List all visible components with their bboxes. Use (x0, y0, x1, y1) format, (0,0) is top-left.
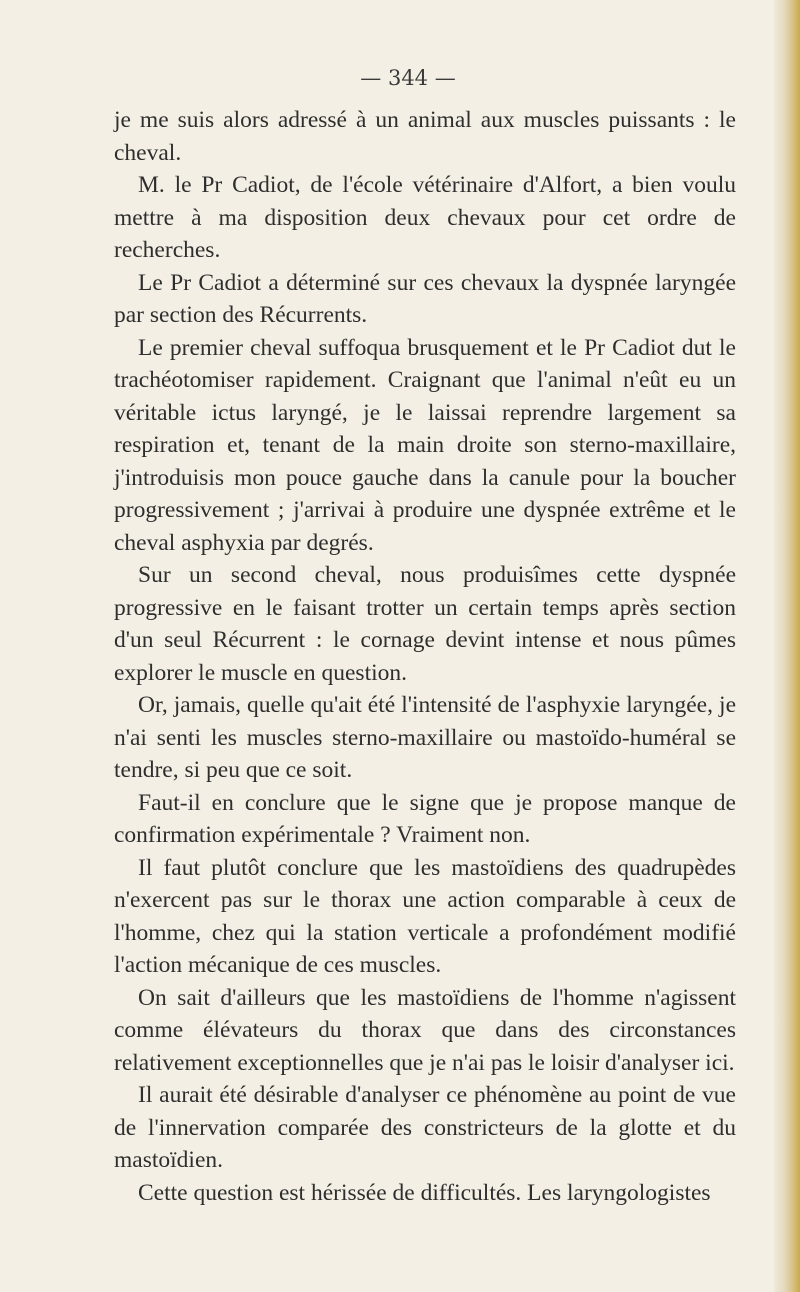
paragraph: Le premier cheval suffoqua brusquement et le Pr Cadiot dut le trachéotomiser rapidement. Craignant que l'animal n'eût eu un véritable ictus laryngé, je le laissai reprendre largement sa respiration et, tenant de la main droite son sterno-maxillaire, j'introduisis mon pouce gauche dans la canule pour la boucher progressivement ; j'arrivai à produire une dyspnée extrême et le cheval asphyxia par degrés. (114, 334, 736, 556)
paragraph: On sait d'ailleurs que les mastoïdiens de l'homme n'agissent comme élévateurs du thorax que dans des circonstances relativement exceptionnelles que je n'ai pas le loisir d'analyser ici. (114, 984, 736, 1076)
paragraph: Faut-il en conclure que le signe que je propose manque de confirmation expérimentale ? Vraiment non. (114, 789, 736, 848)
body-text (114, 104, 736, 1209)
page-edge (774, 0, 800, 1292)
paragraph: Il faut plutôt conclure que les mastoïdiens des quadrupèdes n'exercent pas sur le thorax une action comparable à ceux de l'homme, chez qui la station verticale a profondément modifié l'action mécanique de ces muscles. (114, 854, 736, 978)
paragraph: Or, jamais, quelle qu'ait été l'intensité de l'asphyxie laryngée, je n'ai senti les muscles sterno-maxillaire ou mastoïdo-huméral se tendre, si peu que ce soit. (114, 692, 736, 783)
paragraph: Sur un second cheval, nous produisîmes cette dyspnée progressive en le faisant trotter un certain temps après section d'un seul Récurrent : le cornage devint intense et nous pûmes explorer le muscle en question. (114, 562, 736, 686)
paragraph: Il aurait été désirable d'analyser ce phénomène au point de vue de l'innervation comparée des constricteurs de la glotte et du mastoïdien. (114, 1082, 736, 1173)
paragraph: Le Pr Cadiot a déterminé sur ces chevaux la dyspnée laryngée par section des Récurrents. (114, 269, 736, 328)
paragraph: je me suis alors adressé à un animal aux muscles puissants : le cheval. (114, 107, 736, 166)
page-number: — 344 — (360, 66, 456, 90)
paragraph: Cette question est hérissée de difficultés. Les laryngologistes (138, 1179, 711, 1206)
paragraph: M. le Pr Cadiot, de l'école vétérinaire d'Alfort, a bien voulu mettre à ma disposition deux chevaux pour cet ordre de recherches. (114, 172, 736, 263)
